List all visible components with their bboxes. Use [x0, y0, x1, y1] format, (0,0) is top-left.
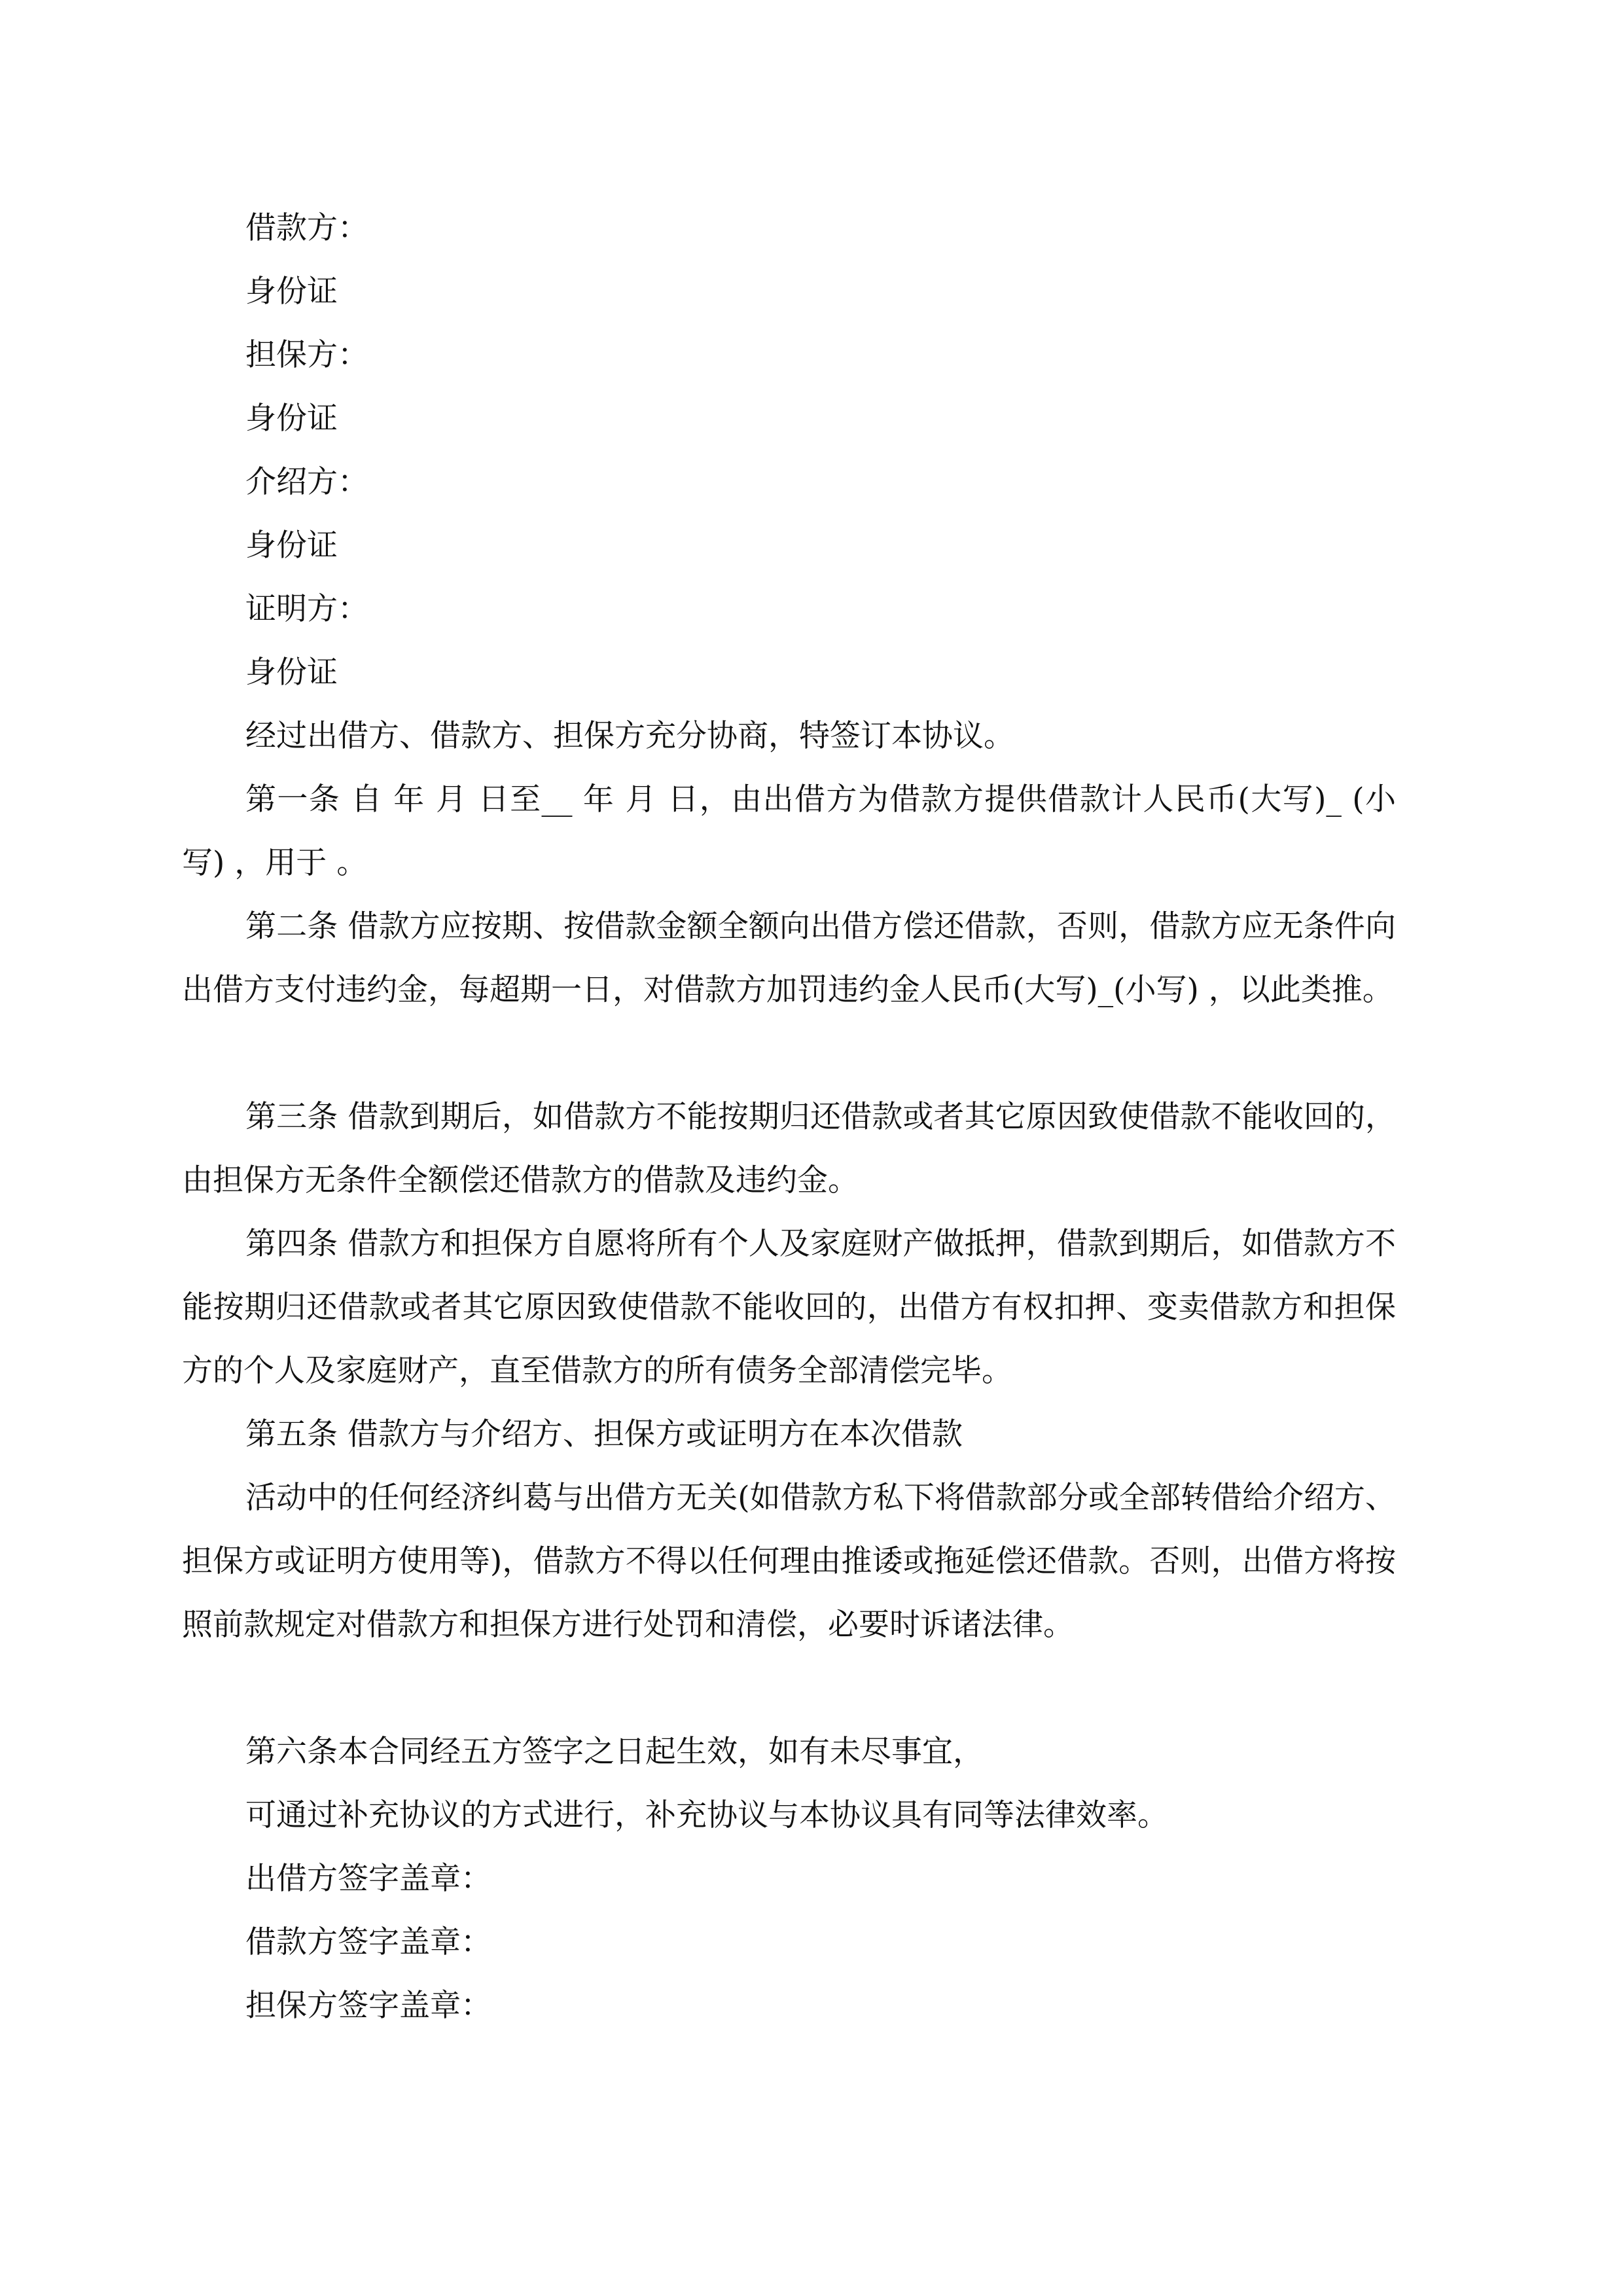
borrower-id-label: 身份证 — [245, 274, 338, 310]
article-6-body: 可通过补充协议的方式进行，补充协议与本协议具有同等法律效率。 — [245, 1797, 1168, 1833]
introducer-label: 介绍方： — [245, 464, 368, 500]
article-2: 第二条 借款方应按期、按借款金额全额向出借方偿还借款，否则，借款方应无条件向出借方支付违约金，每超期一日，对借款方加罚违约金人民币(大写)_(小写) ，以此类推。 — [182, 908, 1396, 1008]
guarantor-signature-label: 担保方签字盖章： — [245, 1988, 491, 2024]
borrower-signature-label: 借款方签字盖章： — [245, 1924, 491, 1960]
article-5-heading: 第五条 借款方与介绍方、担保方或证明方在本次借款 — [245, 1416, 963, 1452]
witness-id-label: 身份证 — [245, 655, 338, 691]
preamble: 经过出借方、借款方、担保方充分协商，特签订本协议。 — [245, 718, 1014, 754]
article-1: 第一条 自 年 月 日至__ 年 月 日，由出借方为借款方提供借款计人民币(大写)_ (小写) ，用于 。 — [182, 781, 1396, 881]
article-4: 第四条 借款方和担保方自愿将所有个人及家庭财产做抵押，借款到期后，如借款方不能按期归还借款或者其它原因致使借款不能收回的，出借方有权扣押、变卖借款方和担保方的个人及家庭财产，直至借款方的所有债务全部清偿完毕。 — [182, 1226, 1396, 1389]
guarantor-label: 担保方： — [245, 337, 368, 373]
borrower-label: 借款方： — [245, 210, 368, 246]
witness-label: 证明方： — [245, 591, 368, 627]
article-5-body: 活动中的任何经济纠葛与出借方无关(如借款方私下将借款部分或全部转借给介绍方、担保方或证明方使用等)，借款方不得以任何理由推诿或拖延偿还借款。否则，出借方将按照前款规定对借款方和担保方进行处罚和清偿，必要时诉诸法律。 — [182, 1480, 1396, 1643]
guarantor-id-label: 身份证 — [245, 401, 338, 437]
lender-signature-label: 出借方签字盖章： — [245, 1861, 491, 1897]
article-3: 第三条 借款到期后，如借款方不能按期归还借款或者其它原因致使借款不能收回的，由担保方无条件全额偿还借款方的借款及违约金。 — [182, 1099, 1396, 1198]
introducer-id-label: 身份证 — [245, 528, 338, 564]
article-6-heading: 第六条本合同经五方签字之日起生效，如有未尽事宜， — [245, 1734, 984, 1770]
